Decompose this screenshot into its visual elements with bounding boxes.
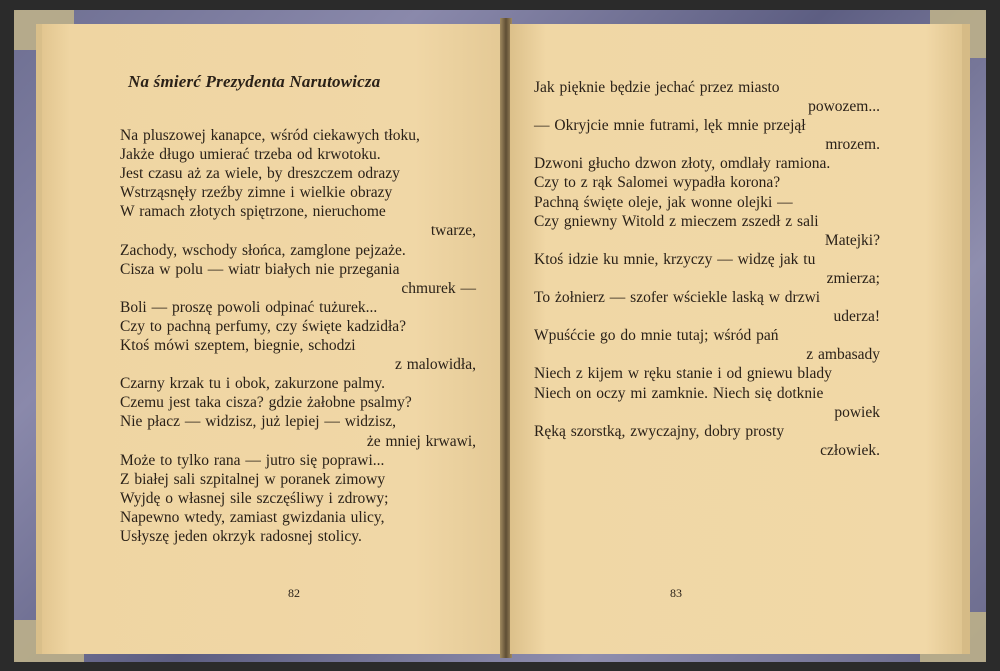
poem-line: Może to tylko rana — jutro się poprawi... [120, 451, 385, 469]
poem-line: Boli — proszę powoli odpinać tużurek... [120, 298, 378, 316]
poem-line: uderza! [833, 308, 880, 326]
poem-line: Wyjdę o własnej sile szczęśliwy i zdrowy; [120, 489, 389, 507]
poem-line: Wstrząsnęły rzeźby zimne i wielkie obrazy [120, 184, 393, 202]
poem-line: Czy to z rąk Salomei wypadła korona? [534, 174, 781, 192]
poem-line: — Okryjcie mnie futrami, lęk mnie przejął [534, 117, 806, 135]
poem-text-right [534, 78, 884, 460]
poem-line: Jest czasu aż za wiele, by dreszczem odrazy [120, 165, 400, 183]
poem-line: Wpuśćcie go do mnie tutaj; wśród pań [534, 327, 779, 345]
poem-line: Czemu jest taka cisza? gdzie żałobne psalmy? [120, 394, 412, 412]
poem-line: że mniej krwawi, [366, 432, 476, 450]
poem-line: Napewno wtedy, zamiast gwizdania ulicy, [120, 508, 385, 526]
poem-line: Nie płacz — widzisz, już lepiej — widzisz, [120, 413, 397, 431]
poem-line: To żołnierz — szofer wściekle laską w drzwi [534, 289, 821, 307]
poem-line: powiek [834, 403, 880, 421]
poem-line: powozem... [808, 98, 880, 116]
poem-line: Ręką szorstką, zwyczajny, dobry prosty [534, 422, 785, 440]
poem-line: Z białej sali szpitalnej w poranek zimowy [120, 470, 386, 488]
poem-line: Usłyszę jeden okrzyk radosnej stolicy. [120, 527, 362, 545]
poem-line: mrozem. [825, 136, 880, 154]
poem-line: Pachną święte oleje, jak wonne olejki — [534, 193, 793, 211]
poem-line: z malowidła, [394, 356, 476, 374]
poem-line: Czy to pachną perfumy, czy święte kadzidła? [120, 317, 407, 335]
page-number: 83 [670, 586, 682, 600]
poem-line: Zachody, wschody słońca, zamglone pejzaże. [120, 241, 406, 259]
poem-line: zmierza; [826, 269, 880, 287]
poem-line: z ambasady [806, 346, 880, 364]
poem-line: Jakże długo umierać trzeba od krwotoku. [120, 146, 381, 164]
poem-line: Matejki? [824, 231, 880, 249]
poem-line: Jak pięknie będzie jechać przez miasto [534, 79, 780, 96]
poem-line: Ktoś idzie ku mnie, krzyczy — widzę jak tu [534, 250, 816, 268]
right-page [510, 24, 970, 654]
poem-line: Czarny krzak tu i obok, zakurzone palmy. [120, 375, 385, 393]
poem-line: Cisza w polu — wiatr białych nie przegania [120, 260, 400, 278]
poem-line: twarze, [430, 222, 476, 240]
poem-line: Ktoś mówi szeptem, biegnie, schodzi [120, 337, 356, 355]
poem-title: Na śmierć Prezydenta Narutowicza [128, 72, 381, 91]
poem-line: chmurek — [401, 279, 476, 297]
poem-line: Na pluszowej kanapce, wśród ciekawych tłoku, [120, 127, 420, 144]
left-page [36, 24, 508, 654]
poem-line: Czy gniewny Witold z mieczem zszedł z sali [534, 212, 819, 230]
poem-line: człowiek. [820, 441, 880, 459]
poem-text-left [120, 126, 480, 546]
poem-line: W ramach złotych spiętrzone, nieruchome [120, 203, 386, 221]
poem-line: Niech z kijem w ręku stanie i od gniewu blady [534, 365, 832, 383]
poem-line: Dzwoni głucho dzwon złoty, omdlały ramiona. [534, 155, 831, 173]
poem-line: Niech on oczy mi zamknie. Niech się dotknie [534, 384, 824, 402]
page-number: 82 [288, 586, 300, 600]
